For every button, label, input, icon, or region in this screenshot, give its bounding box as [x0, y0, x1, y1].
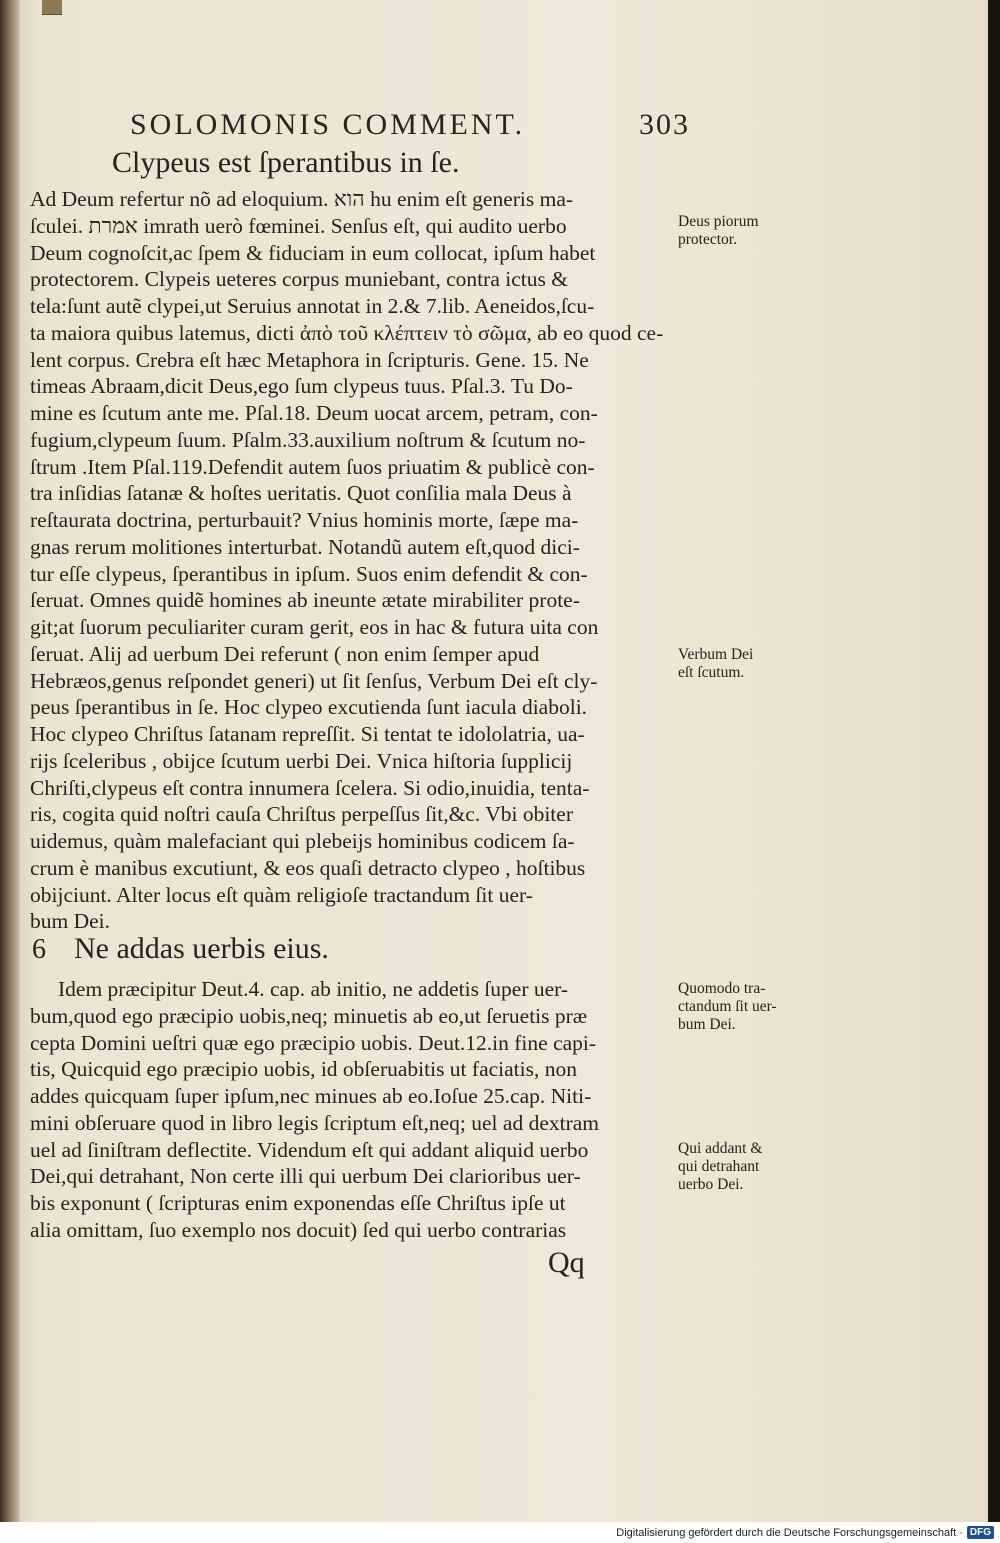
marginal-note-line: eſt ſcutum.: [678, 664, 745, 681]
text-line: peus ſperantibus in ſe. Hoc clypeo excutienda ſunt iacula diaboli.: [30, 695, 588, 720]
marginal-note-3: [678, 980, 808, 1034]
marginal-note-line: qui detrahant: [678, 1158, 760, 1175]
commentary-paragraph-1: [30, 186, 672, 935]
text-line: cepta Domini ueſtri quæ ego præcipio uobis. Deut.12.in fine capi-: [30, 1030, 597, 1055]
text-line: protectorem. Clypeis ueteres corpus muniebant, contra ictus &: [30, 267, 568, 292]
running-title: SOLOMONIS COMMENT.: [130, 108, 526, 141]
book-spine-shadow: [0, 0, 20, 1522]
text-line: ſculei. אמרת imrath uerò fœminei. Senſus eſt, qui audito uerbo: [30, 213, 567, 238]
text-line: crum è manibus excutiunt, & eos quaſi detracto clypeo , hoſtibus: [30, 855, 586, 880]
dfg-logo: DFG: [967, 1526, 994, 1539]
text-line: lent corpus. Crebra eſt hæc Metaphora in ſcripturis. Gene. 15. Ne: [30, 347, 589, 372]
digitization-footer: Digitalisierung gefördert durch die Deutsche Forschungsgemeinschaft · DFG: [0, 1522, 1000, 1543]
text-line: alia omittam, ſuo exemplo nos docuit) ſed qui uerbo contrarias: [30, 1217, 567, 1242]
funding-credit: Digitalisierung gefördert durch die Deutsche Forschungsgemeinschaft: [616, 1526, 957, 1539]
text-line: Deum cognoſcit,ac ſpem & fiduciam in eum collocat, ipſum habet: [30, 240, 596, 265]
text-line: ris, cogita quid noſtri cauſa Chriſtus perpeſſus ſit,&c. Vbi obiter: [30, 802, 573, 827]
text-line: tur eſſe clypeus, ſperantibus in ipſum. Suos enim defendit & con-: [30, 561, 588, 586]
marginal-note-4: [678, 1140, 808, 1194]
text-line: mine es ſcutum ante me. Pſal.18. Deum uocat arcem, petram, con-: [30, 401, 598, 425]
text-line: Dei,qui detrahant, Non certe illi qui uerbum Dei clarioribus uer-: [30, 1164, 581, 1189]
text-line: ſeruat. Omnes quidẽ homines ab ineunte ætate mirabiliter prote-: [30, 588, 580, 613]
text-line: ta maiora quibus latemus, dicti ἀπὸ τοῦ κλέπτειν τὸ σῶμα, ab eo quod ce-: [30, 320, 664, 345]
text-line: Chriſti,clypeus eſt contra innumera ſcelera. Si odio,inuidia, tenta-: [30, 775, 590, 800]
text-line: bis exponunt ( ſcripturas enim exponendas eſſe Chriſtus ipſe ut: [30, 1191, 566, 1215]
marginal-note-1: [678, 213, 808, 249]
text-line: Hebræos,genus reſpondet generi) ut ſit ſenſus, Verbum Dei eſt cly-: [30, 668, 598, 693]
text-line: bum Dei.: [30, 909, 111, 934]
text-line: ſeruat. Alij ad uerbum Dei referunt ( non enim ſemper apud: [30, 641, 540, 666]
text-line: addes quicquam ſuper ipſum,nec minues ab eo.Ioſue 25.cap. Niti-: [30, 1084, 592, 1108]
text-line: bum,quod ego præcipio uobis,neq; minuetis ab eo,ut ſeruetis præ: [30, 1003, 588, 1028]
text-line: timeas Abraam,dicit Deus,ego ſum clypeus tuus. Pſal.3. Tu Do-: [30, 374, 573, 399]
marginal-note-line: Quomodo tra-: [678, 980, 766, 997]
marginal-note-2: [678, 646, 808, 682]
verse-heading-text: Ne addas uerbis eius.: [74, 932, 329, 965]
text-line: uel ad ſiniſtram deflectite. Videndum eſt qui addant aliquid uerbo: [30, 1137, 589, 1162]
marginal-note-line: Deus piorum: [678, 213, 759, 230]
text-line: obijciunt. Alter locus eſt quàm religioſe tractandum ſit uer-: [30, 882, 533, 907]
text-line: tra inſidias ſatanæ & hoſtes ueritatis. Quot conſilia mala Deus à: [30, 481, 572, 506]
text-line: tela:ſunt autẽ clypei,ut Seruius annotat in 2.& 7.lib. Aeneidos,ſcu-: [30, 294, 595, 318]
text-line: Idem præcipitur Deut.4. cap. ab initio, ne addetis ſuper uer-: [58, 977, 569, 1001]
text-line: ſtrum .Item Pſal.119.Defendit autem ſuos priuatim & publicè con-: [30, 454, 595, 479]
text-line: uidemus, quàm malefaciant qui plebeijs hominibus codicem ſa-: [30, 829, 575, 853]
marginal-note-line: Qui addant &: [678, 1140, 763, 1157]
text-line: gnas rerum molitiones interturbat. Notandũ autem eſt,quod dici-: [30, 534, 580, 559]
marginal-note-line: uerbo Dei.: [678, 1176, 744, 1193]
text-line: fugium,clypeum ſuum. Pſalm.33.auxilium noſtrum & ſcutum no-: [30, 427, 586, 452]
text-line: rijs ſceleribus , obijce ſcutum uerbi Dei. Vnica hiſtoria ſupplicij: [30, 748, 573, 773]
text-line: Ad Deum refertur nõ ad eloquium. הוא hu enim eſt generis ma-: [30, 187, 574, 211]
text-line: git;at ſuorum peculiariter curam gerit, eos in hac & futura uita con: [30, 615, 599, 639]
text-line: Hoc clypeo Chriſtus ſatanam repreſſit. Si tentat te idololatria, ua-: [30, 722, 585, 746]
library-label: [42, 0, 62, 15]
marginal-note-line: ctandum ſit uer-: [678, 998, 777, 1015]
commentary-paragraph-2: [30, 976, 672, 1244]
verse-heading-2: [32, 932, 329, 966]
text-line: mini obſeruare quod in libro legis ſcriptum eſt,neq; uel ad dextram: [30, 1110, 600, 1135]
text-line: reſtaurata doctrina, perturbauit? Vnius hominis morte, ſæpe ma-: [30, 508, 579, 532]
text-line: tis, Quicquid ego præcipio uobis, id obſeruabitis ut faciatis, non: [30, 1057, 577, 1082]
marginal-note-line: bum Dei.: [678, 1016, 736, 1033]
running-header: [130, 108, 690, 148]
marginal-note-line: protector.: [678, 231, 737, 248]
verse-heading-text: Clypeus est ſperantibus in ſe.: [112, 146, 460, 179]
verse-number: 6: [32, 934, 46, 965]
page-number: 303: [639, 108, 690, 141]
marginal-note-line: Verbum Dei: [678, 646, 754, 663]
catchword: Qq: [548, 1246, 585, 1279]
verse-heading-1: [112, 146, 459, 180]
